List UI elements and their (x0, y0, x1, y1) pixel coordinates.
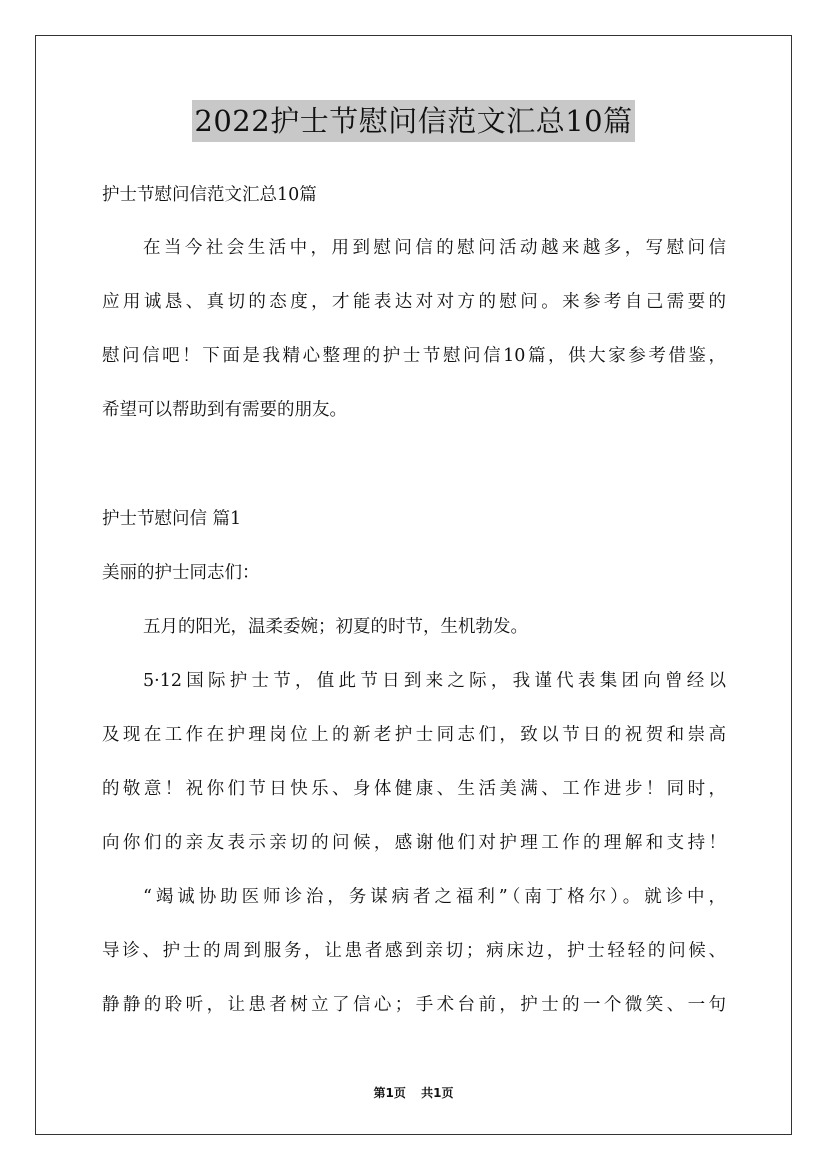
page-total: 共1页 (421, 1086, 454, 1100)
body-line: “竭诚协助医师诊治，务谋病者之福利”（南丁格尔）。就诊中， (143, 887, 726, 907)
document-title: 2022护士节慰问信范文汇总10篇 (192, 100, 634, 142)
body-line: 向你们的亲友表示亲切的问候，感谢他们对护理工作的理解和支持！ (102, 833, 726, 853)
page-footer (0, 1084, 827, 1101)
section-heading: 护士节慰问信 篇1 (102, 509, 242, 529)
body-line: 及现在工作在护理岗位上的新老护士同志们，致以节日的祝贺和崇高 (102, 725, 726, 745)
body-line: 导诊、护士的周到服务，让患者感到亲切；病床边，护士轻轻的问候、 (102, 941, 726, 961)
document-subtitle: 护士节慰问信范文汇总10篇 (102, 185, 317, 205)
page-number: 第1页 (373, 1086, 406, 1100)
salutation: 美丽的护士同志们： (102, 563, 260, 583)
intro-line: 应用诚恳、真切的态度，才能表达对对方的慰问。来参考自己需要的 (102, 292, 726, 312)
body-line: 五月的阳光，温柔委婉；初夏的时节，生机勃发。 (143, 617, 528, 637)
intro-line: 希望可以帮助到有需要的朋友。 (102, 400, 347, 420)
body-line: 的敬意！祝你们节日快乐、身体健康、生活美满、工作进步！同时， (102, 779, 726, 799)
intro-line: 慰问信吧！下面是我精心整理的护士节慰问信10篇，供大家参考借鉴， (102, 346, 726, 366)
body-line: 5·12国际护士节，值此节日到来之际，我谨代表集团向曾经以 (143, 671, 726, 691)
body-line: 静静的聆听，让患者树立了信心；手术台前，护士的一个微笑、一句 (102, 995, 726, 1015)
title-wrap (0, 100, 827, 142)
intro-line: 在当今社会生活中，用到慰问信的慰问活动越来越多，写慰问信 (143, 238, 726, 258)
